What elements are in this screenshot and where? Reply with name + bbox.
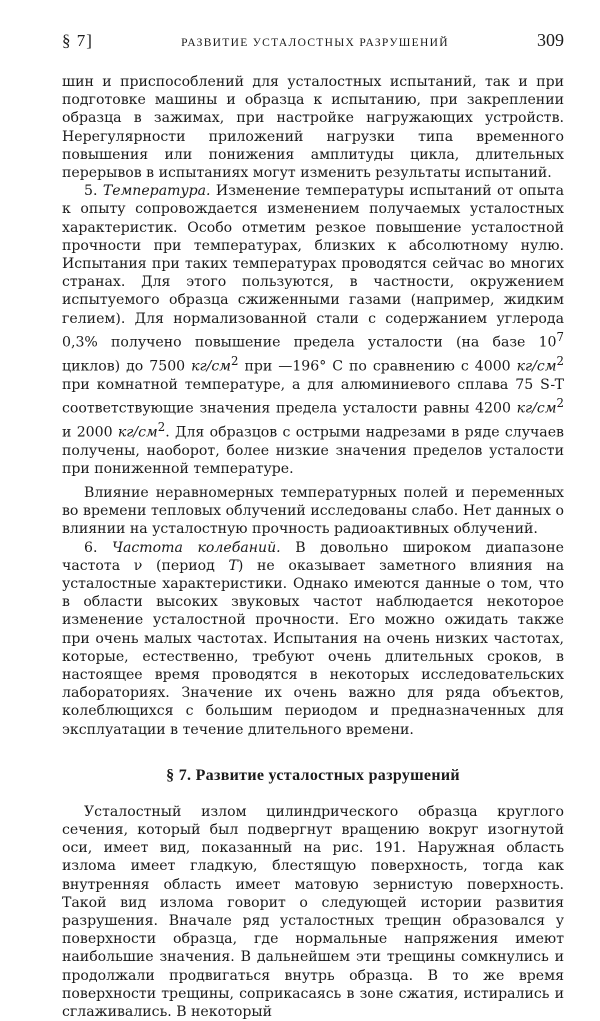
- paragraph-frequency: [62, 539, 564, 739]
- running-header: [62, 30, 564, 51]
- item-title: Температура.: [102, 183, 211, 200]
- paragraph-section: Усталостный излом цилиндрического образца круглого сечения, который был подвергнут вращению вокруг изогнутой оси, имеет вид, показанный на рис. 191. Наружная область излома имеет гладкую, блестящую поверхность, тогда как внутренняя область имеет матовую зернистую поверхность. Такой вид излома говорит о следующей истории развития разрушения. Вначале ряд усталостных трещин образовался у поверхности образца, где нормальные напряжения имеют наибольшие значения. В дальнейшем эти трещины сомкнулись и продолжали продвигаться внутрь образца. В то же время поверхности трещины, соприкасаясь в зоне сжатия, истирались и сглаживались. В некоторый: [62, 803, 564, 1021]
- exponent: 2: [556, 395, 564, 410]
- paragraph-temperature: [62, 182, 564, 478]
- text-run: В довольно широком диапазоне частота: [62, 539, 564, 574]
- paragraph-radiation: Влияние неравномерных температурных полей и переменных во времени тепловых облучений исследованы слабо. Нет данных о влиянии на усталостную прочность радиоактивных облучений.: [62, 485, 564, 538]
- page-body: [62, 73, 564, 1021]
- text-run: циклов) до 7500: [62, 358, 192, 375]
- text-run: ) не оказывает заметного влияния на усталостные характеристики. Однако имеются данные о том, что в области высоких звуковых частот наблюдается некоторое изменение усталостной прочности. Его можно ожидать также при очень малых частотах. Испытания на очень низких частотах, которые, естественно, требуют очень длительных сроков, в настоящее время проводятся в некоторых исследовательских лабораториях. Значение их очень важно для ряда объектов, колеблющихся с большим периодом и предназначенных для эксплуатации в течение длительного времени.: [62, 557, 565, 738]
- page-number: 309: [537, 30, 564, 50]
- text-run: . Для образцов с острыми надрезами в ряде случаев получены, наоборот, более низкие значения пределов усталости при пониженной температуре.: [62, 424, 564, 477]
- item-title: Частота колебаний.: [112, 539, 281, 556]
- paragraph-continued: шин и приспособлений для усталостных испытаний, так и при подготовке машины и образца к испытанию, при закреплении образца в зажимах, при настройке нагружающих устройств. Нерегулярности приложений нагрузки типа временного повышения или понижения амплитуды цикла, длительных перерывов в испытаниях могут изменить результаты испытаний.: [62, 74, 564, 182]
- nu-symbol: ν: [133, 557, 143, 574]
- exponent: 7: [556, 329, 564, 344]
- exponent: 2: [157, 419, 166, 434]
- exponent: 2: [230, 353, 239, 368]
- text-run: при комнатной температуре, а для алюминиевого сплава 75 S-T соответствующие значения предела усталости равны 4200: [62, 376, 564, 417]
- period-symbol: T: [228, 557, 238, 574]
- text-run: (период: [142, 557, 229, 574]
- text-run: и 2000: [62, 424, 118, 441]
- unit: кг/см: [117, 424, 158, 441]
- text-run: при —196° С по сравнению с 4000: [238, 358, 517, 375]
- unit: кг/см: [516, 358, 557, 375]
- unit: кг/см: [516, 400, 557, 417]
- header-section: § 7]: [62, 31, 93, 50]
- text-run: Изменение температуры испытаний от опыта к опыту сопровождается изменением получаемых усталостных характеристик. Особо отметим резкое повышение усталостной прочности при температурах, близких к абсолютному нулю. Испытания при таких температурах проводятся сейчас во многих странах. Для этого пользуются, в частности, окружением испытуемого образца сжиженными газами (например, жидким гелием). Для нормализованной стали с содержанием углерода 0,3% получено повышение предела усталости (на базе 10: [62, 183, 564, 351]
- exponent: 2: [556, 353, 564, 368]
- section-heading: § 7. Развитие усталостных разрушений: [166, 766, 460, 784]
- unit: кг/см: [191, 358, 231, 375]
- item-number: 5.: [84, 183, 98, 200]
- item-number: 6.: [84, 539, 98, 556]
- running-title: РАЗВИТИЕ УСТАЛОСТНЫХ РАЗРУШЕНИЙ: [181, 37, 449, 49]
